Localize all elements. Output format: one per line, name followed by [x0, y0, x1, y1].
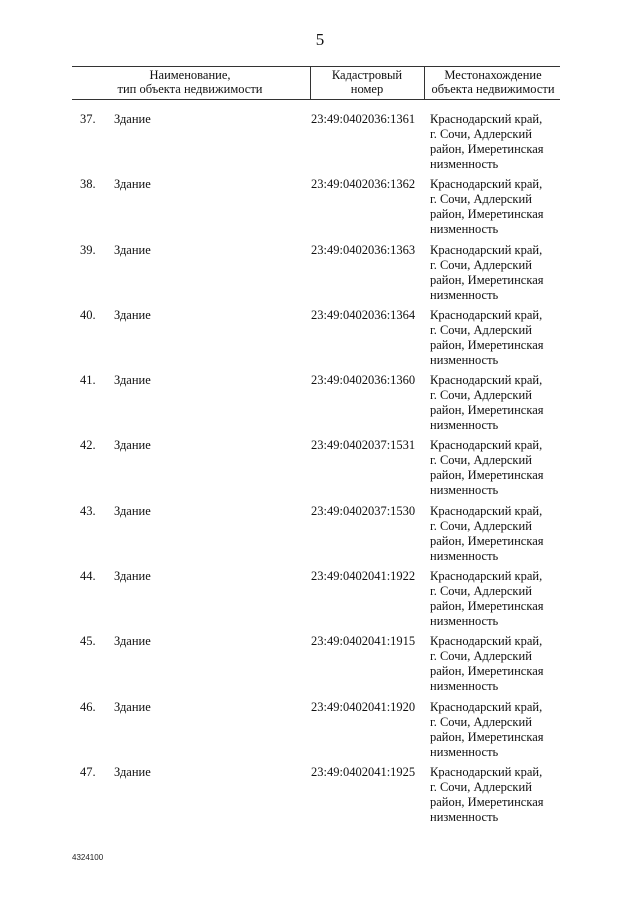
object-location: Краснодарский край, г. Сочи, Адлерский район, Имеретинская низменность: [430, 373, 544, 433]
cadastral-number: 23:49:0402037:1530: [311, 503, 416, 518]
object-location: Краснодарский край, г. Сочи, Адлерский район, Имеретинская низменность: [430, 503, 544, 563]
table-row: [0, 112, 640, 177]
object-location: Краснодарский край, г. Сочи, Адлерский район, Имеретинская низменность: [430, 569, 544, 629]
object-type: Здание: [114, 177, 151, 192]
header-divider: [424, 67, 425, 99]
table-row: [0, 243, 640, 308]
table-row: [0, 569, 640, 634]
row-number: 44.: [80, 569, 96, 584]
row-number: 45.: [80, 634, 96, 649]
cadastral-number: 23:49:0402036:1364: [311, 307, 416, 322]
table-row: [0, 634, 640, 699]
row-number: 38.: [80, 177, 96, 192]
cadastral-number: 23:49:0402037:1531: [311, 438, 416, 453]
object-type: Здание: [114, 438, 151, 453]
row-number: 47.: [80, 764, 96, 779]
row-number: 39.: [80, 242, 96, 257]
cadastral-number: 23:49:0402041:1925: [311, 764, 416, 779]
object-location: Краснодарский край, г. Сочи, Адлерский район, Имеретинская низменность: [430, 307, 544, 367]
row-number: 42.: [80, 438, 96, 453]
cadastral-number: 23:49:0402036:1360: [311, 373, 416, 388]
object-location: Краснодарский край, г. Сочи, Адлерский район, Имеретинская низменность: [430, 438, 544, 498]
header-cadastral-number: Кадастровый номер: [331, 68, 403, 96]
table-body: [0, 112, 640, 830]
object-type: Здание: [114, 634, 151, 649]
table-row: [0, 765, 640, 830]
object-location: Краснодарский край, г. Сочи, Адлерский район, Имеретинская низменность: [430, 764, 544, 824]
cadastral-number: 23:49:0402041:1915: [311, 634, 416, 649]
document-code: 4324100: [72, 853, 104, 862]
object-location: Краснодарский край, г. Сочи, Адлерский район, Имеретинская низменность: [430, 177, 544, 237]
table-row: [0, 700, 640, 765]
cadastral-number: 23:49:0402041:1920: [311, 699, 416, 714]
header-location: Местонахождение объекта недвижимости: [431, 68, 555, 96]
table-header: [72, 66, 560, 100]
table-row: [0, 308, 640, 373]
table-row: [0, 373, 640, 438]
page-number: 5: [315, 30, 325, 49]
table-row: [0, 438, 640, 503]
cadastral-number: 23:49:0402036:1363: [311, 242, 416, 257]
object-type: Здание: [114, 112, 151, 126]
table-row: [0, 177, 640, 242]
object-location: Краснодарский край, г. Сочи, Адлерский район, Имеретинская низменность: [430, 634, 544, 694]
row-number: 37.: [80, 112, 96, 126]
row-number: 43.: [80, 503, 96, 518]
object-type: Здание: [114, 307, 151, 322]
object-type: Здание: [114, 699, 151, 714]
object-location: Краснодарский край, г. Сочи, Адлерский район, Имеретинская низменность: [430, 699, 544, 759]
object-location: Краснодарский край, г. Сочи, Адлерский район, Имеретинская низменность: [430, 112, 544, 171]
object-type: Здание: [114, 764, 151, 779]
object-type: Здание: [114, 503, 151, 518]
header-name-type: Наименование, тип объекта недвижимости: [117, 68, 263, 96]
object-type: Здание: [114, 373, 151, 388]
cadastral-number: 23:49:0402036:1361: [311, 112, 416, 126]
row-number: 41.: [80, 373, 96, 388]
header-divider: [310, 67, 311, 99]
cadastral-number: 23:49:0402036:1362: [311, 177, 416, 192]
row-number: 40.: [80, 307, 96, 322]
cadastral-number: 23:49:0402041:1922: [311, 569, 416, 584]
row-number: 46.: [80, 699, 96, 714]
object-type: Здание: [114, 569, 151, 584]
object-location: Краснодарский край, г. Сочи, Адлерский район, Имеретинская низменность: [430, 242, 544, 302]
table-row: [0, 504, 640, 569]
object-type: Здание: [114, 242, 151, 257]
